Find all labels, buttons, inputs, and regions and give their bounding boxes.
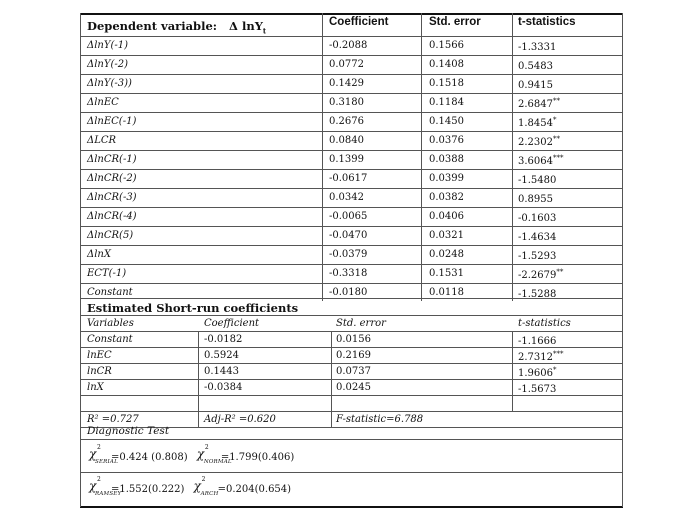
std-error-value: 0.1450 xyxy=(429,116,464,127)
column-header-std-error: Std. error xyxy=(429,16,481,28)
column-header-coefficient: Coefficient xyxy=(329,16,389,28)
std-error-value: 0.1184 xyxy=(429,97,464,108)
chi-symbol: χ xyxy=(196,447,205,461)
serial-value: =0.424 (0.808) xyxy=(111,452,188,463)
significance-stars: * xyxy=(553,116,557,124)
sr-header-std-error: Std. error xyxy=(336,318,386,329)
col-rule xyxy=(622,301,623,507)
t-statistic-value: -1.3331 xyxy=(518,42,557,53)
normal-value: =1.799(0.406) xyxy=(220,452,295,463)
sr-t-statistic-value: -1.1666 xyxy=(518,336,557,347)
t-statistic-value: 2.2302** xyxy=(518,135,560,148)
significance-stars: ** xyxy=(556,268,564,276)
t-statistic-value: -1.5480 xyxy=(518,175,557,186)
coefficient-value: 0.0342 xyxy=(329,192,364,203)
row-rule xyxy=(80,264,623,265)
row-rule xyxy=(80,347,623,348)
sr-std-error-value: 0.0156 xyxy=(336,334,371,345)
col-rule xyxy=(80,301,81,507)
dependent-variable-label: Dependent variable: Δ lnY$_t$ xyxy=(87,19,267,36)
sr-coefficient-value: 0.5924 xyxy=(204,350,239,361)
variable-name: ΔlnCR(-1) xyxy=(87,154,137,165)
chi-symbol: χ xyxy=(193,479,201,493)
row-rule xyxy=(80,74,623,75)
col-rule xyxy=(512,13,513,301)
chi-subscript-ramsey: RAMSEY xyxy=(95,491,122,497)
std-error-value: 0.0248 xyxy=(429,249,464,260)
adjusted-r-squared: Adj-R² =0.620 xyxy=(204,414,276,425)
variable-name: Constant xyxy=(87,287,133,298)
row-rule xyxy=(80,55,623,56)
sr-coefficient-value: -0.0384 xyxy=(204,382,243,393)
sr-coefficient-value: -0.0182 xyxy=(204,334,243,345)
variable-name: ΔlnCR(-4) xyxy=(87,211,137,222)
t-statistic-value: 1.8454* xyxy=(518,116,557,129)
t-statistic-value: -0.1603 xyxy=(518,213,557,224)
sr-coefficient-value: 0.1443 xyxy=(204,366,239,377)
significance-stars: *** xyxy=(553,154,564,162)
sr-header-variables: Variables xyxy=(87,318,134,329)
table-bottom-rule xyxy=(80,506,623,508)
row-rule xyxy=(80,226,623,227)
std-error-value: 0.0382 xyxy=(429,192,464,203)
row-rule xyxy=(80,245,623,246)
std-error-value: 0.0399 xyxy=(429,173,464,184)
t-statistic-value: 3.6064*** xyxy=(518,154,564,167)
t-statistic-value: -2.2679** xyxy=(518,268,564,281)
row-rule xyxy=(80,207,623,208)
std-error-value: 0.0321 xyxy=(429,230,464,241)
t-statistic-value: 0.9415 xyxy=(518,80,553,91)
std-error-value: 0.1518 xyxy=(429,78,464,89)
chi-subscript-serial: SERIAL xyxy=(95,459,118,465)
row-rule xyxy=(80,112,623,113)
sr-variable-name: lnX xyxy=(87,382,104,393)
variable-name: ECT(-1) xyxy=(87,268,127,279)
variable-name: ΔlnEC xyxy=(87,97,119,108)
col-rule xyxy=(322,13,323,301)
col-rule xyxy=(331,331,332,427)
diagnostic-line-2: χ 2 RAMSEY =1.552(0.222) χ 2 ARCH =0.204(0.654) xyxy=(89,476,292,497)
sr-header-coefficient: Coefficient xyxy=(204,318,260,329)
chi-subscript-arch: ARCH xyxy=(200,491,219,497)
variable-name: ΔlnCR(5) xyxy=(87,230,134,241)
col-rule xyxy=(512,331,513,411)
variable-name: ΔlnY(-2) xyxy=(87,59,129,70)
row-rule xyxy=(80,395,623,396)
variable-name: ΔlnEC(-1) xyxy=(87,116,137,127)
sr-header-t-statistics: t-statistics xyxy=(518,318,571,329)
coefficient-value: -0.0180 xyxy=(329,287,368,298)
std-error-value: 0.0376 xyxy=(429,135,464,146)
variable-name: ΔlnY(-3)) xyxy=(87,78,132,89)
variable-name: ΔlnY(-1) xyxy=(87,40,129,51)
variable-name: ΔlnX xyxy=(87,249,111,260)
f-statistic: F-statistic=6.788 xyxy=(336,414,424,425)
r-squared: R² =0.727 xyxy=(87,414,139,425)
coefficient-value: 0.2676 xyxy=(329,116,364,127)
sr-variable-name: lnCR xyxy=(87,366,112,377)
t-statistic-value: 2.6847** xyxy=(518,97,560,110)
significance-stars: ** xyxy=(553,135,560,143)
chi-symbol: χ xyxy=(89,447,97,461)
t-statistic-value: -1.5293 xyxy=(518,251,557,262)
coefficient-value: 0.1399 xyxy=(329,154,364,165)
t-statistic-value: 0.8955 xyxy=(518,194,553,205)
section-title: Estimated Short-run coefficients xyxy=(87,301,299,315)
coefficient-value: 0.1429 xyxy=(329,78,364,89)
std-error-value: 0.0388 xyxy=(429,154,464,165)
row-rule xyxy=(80,150,623,151)
std-error-value: 0.1408 xyxy=(429,59,464,70)
row-rule xyxy=(80,379,623,380)
variable-name: ΔlnCR(-3) xyxy=(87,192,137,203)
table-top-rule xyxy=(80,13,623,15)
header-bottom-rule xyxy=(80,36,623,37)
row-rule xyxy=(80,331,623,332)
coefficient-value: -0.0065 xyxy=(329,211,368,222)
sr-t-statistic-value: 2.7312*** xyxy=(518,350,564,363)
section-rule xyxy=(80,315,623,316)
significance-stars: * xyxy=(553,366,557,374)
coefficient-value: -0.3318 xyxy=(329,268,368,279)
significance-stars: ** xyxy=(553,97,560,105)
row-rule xyxy=(80,169,623,170)
col-rule xyxy=(421,13,422,301)
variable-name: ΔlnCR(-2) xyxy=(87,173,137,184)
col-rule xyxy=(622,13,623,301)
row-rule xyxy=(80,439,623,440)
chi-symbol: χ xyxy=(89,479,97,493)
coefficient-value: 0.0772 xyxy=(329,59,364,70)
std-error-value: 0.0118 xyxy=(429,287,464,298)
column-header-t-statistics: t-statistics xyxy=(518,16,576,28)
std-error-value: 0.1566 xyxy=(429,40,464,51)
row-rule xyxy=(80,131,623,132)
row-rule xyxy=(80,283,623,284)
t-statistic-value: -1.4634 xyxy=(518,232,557,243)
row-rule xyxy=(80,472,623,473)
coefficient-value: 0.3180 xyxy=(329,97,364,108)
sr-variable-name: lnEC xyxy=(87,350,112,361)
significance-stars: *** xyxy=(553,350,564,358)
sr-std-error-value: 0.0737 xyxy=(336,366,371,377)
ramsey-value: =1.552(0.222) xyxy=(111,484,185,495)
coefficient-value: -0.0617 xyxy=(329,173,368,184)
sr-variable-name: Constant xyxy=(87,334,133,345)
std-error-value: 0.0406 xyxy=(429,211,464,222)
sr-t-statistic-value: 1.9606* xyxy=(518,366,557,379)
coefficient-value: -0.2088 xyxy=(329,40,368,51)
row-rule xyxy=(80,188,623,189)
std-error-value: 0.1531 xyxy=(429,268,464,279)
row-rule xyxy=(80,93,623,94)
sr-std-error-value: 0.2169 xyxy=(336,350,371,361)
sr-t-statistic-value: -1.5673 xyxy=(518,384,557,395)
row-rule xyxy=(80,363,623,364)
row-rule xyxy=(80,411,623,412)
coefficient-value: -0.0470 xyxy=(329,230,368,241)
col-rule xyxy=(80,13,81,301)
coefficient-value: -0.0379 xyxy=(329,249,368,260)
t-statistic-value: 0.5483 xyxy=(518,61,553,72)
diagnostic-line-1: χ 2 SERIAL =0.424 (0.808) χ 2 NORMAL =1.799(0.406) xyxy=(89,444,295,465)
arch-value: =0.204(0.654) xyxy=(217,484,292,495)
diagnostic-title: Diagnostic Test xyxy=(87,425,170,437)
chi-subscript-normal: NORMAL xyxy=(203,459,232,465)
col-rule xyxy=(198,331,199,427)
t-statistic-value: -1.5288 xyxy=(518,289,557,300)
variable-name: ΔLCR xyxy=(87,135,117,146)
coefficient-value: 0.0840 xyxy=(329,135,364,146)
sr-std-error-value: 0.0245 xyxy=(336,382,371,393)
